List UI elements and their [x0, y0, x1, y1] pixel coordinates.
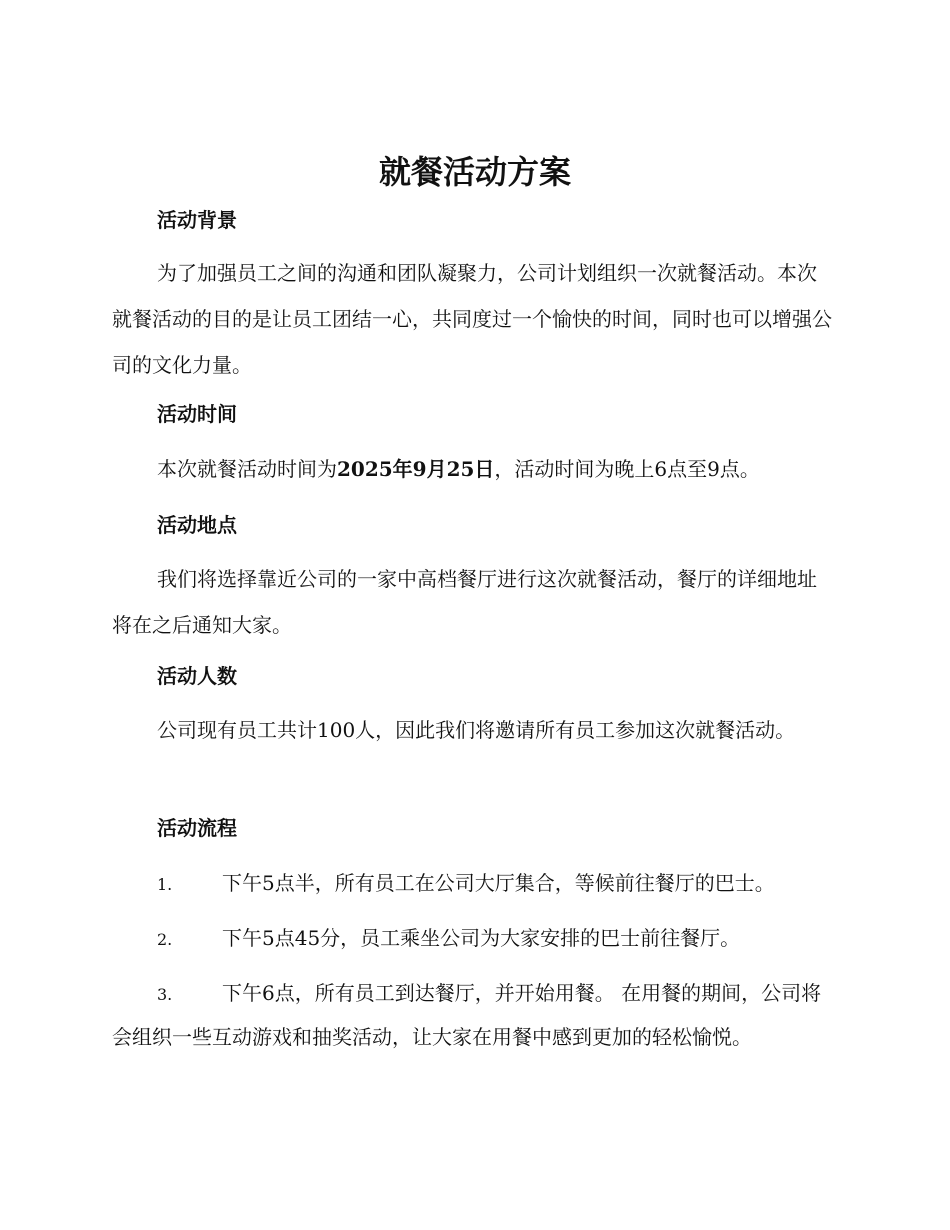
list-item-text: 下午5点半，所有员工在公司大厅集合，等候前往餐厅的巴士。 — [222, 871, 775, 895]
list-number: 3. — [157, 985, 173, 1004]
section-paragraph-location: 我们将选择靠近公司的一家中高档餐厅进行这次就餐活动，餐厅的详细地址将在之后通知大家。 — [112, 567, 817, 637]
section-paragraph-background: 为了加强员工之间的沟通和团队凝聚力，公司计划组织一次就餐活动。本次就餐活动的目的是让员工团结一心，共同度过一个愉快的时间，同时也可以增强公司的文化力量。 — [112, 261, 832, 377]
process-list-item — [112, 862, 837, 906]
section-heading-process: 活动流程 — [157, 816, 237, 840]
event-date: 2025年9月25日 — [337, 457, 495, 481]
process-list-item — [112, 917, 837, 961]
document-title: 就餐活动方案 — [378, 153, 571, 191]
section-heading-time: 活动时间 — [157, 402, 237, 426]
section-paragraph-headcount: 公司现有员工共计100人，因此我们将邀请所有员工参加这次就餐活动。 — [157, 718, 796, 742]
time-text-pre: 本次就餐活动时间为 — [157, 457, 337, 481]
list-number: 2. — [157, 930, 173, 949]
process-list-item — [112, 972, 837, 1058]
list-item-text: 下午6点，所有员工到达餐厅，并开始用餐。 在用餐的期间，公司将会组织一些互动游戏和抽奖活动，让大家在用餐中感到更加的轻松愉悦。 — [112, 981, 822, 1049]
section-paragraph-time — [112, 446, 832, 492]
section-heading-location: 活动地点 — [157, 513, 237, 537]
list-item-text: 下午5点45分，员工乘坐公司为大家安排的巴士前往餐厅。 — [222, 926, 741, 950]
list-number: 1. — [157, 875, 173, 894]
time-text-post: ，活动时间为晚上6点至9点。 — [494, 457, 760, 481]
section-heading-headcount: 活动人数 — [157, 664, 237, 688]
section-heading-background: 活动背景 — [157, 208, 237, 232]
